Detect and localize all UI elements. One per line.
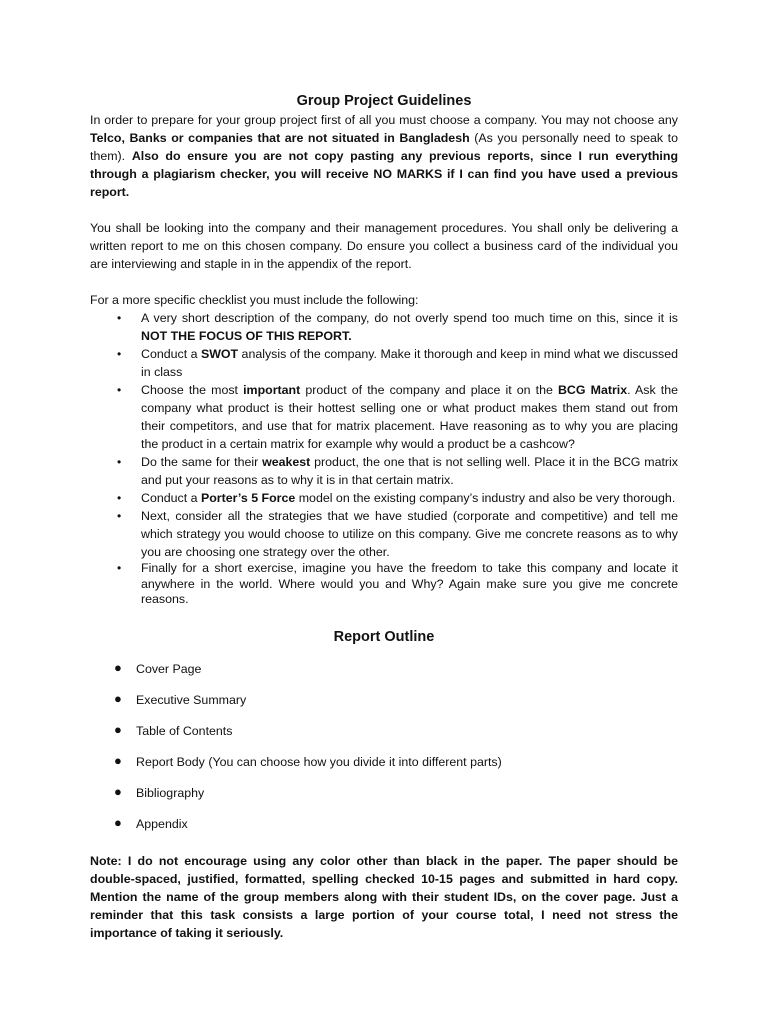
item-bold: SWOT — [200, 347, 239, 361]
list-item — [90, 784, 678, 815]
page-title: Group Project Guidelines — [296, 93, 472, 109]
list-item — [90, 722, 678, 753]
item-bold: weakest — [262, 455, 311, 469]
bullet-icon: ● — [114, 752, 122, 768]
item-text: . Ask the company what product is their hottest selling one or what product makes them stand out from their competitors, and use that for matrix placement. Have reasoning as to why you are placing the product in a certain matrix for example why would a product be a cashcow? — [141, 383, 678, 451]
list-item — [90, 309, 678, 345]
checklist-intro: For a more specific checklist you must include the following: — [90, 293, 419, 307]
intro-text-a: In order to prepare for your group project first of all you must choose a company. You may not choose any — [90, 113, 678, 127]
bullet-icon: • — [117, 347, 122, 361]
report-outline-list — [90, 660, 678, 846]
note-paragraph: Note: I do not encourage using any color other than black in the paper. The paper should be double-spaced, justified, formatted, spelling checked 10-15 pages and submitted in hard copy. Mention the name of the group members along with their student IDs, on the cover page. Just a reminder that this task consists a large portion of your course total, I need not stress the importance of taking it seriously. — [90, 853, 678, 940]
item-text: Do the same for their — [141, 455, 263, 469]
intro-bold-restriction: Telco, Banks or companies that are not situated in Bangladesh — [90, 131, 470, 145]
outline-item-label: Cover Page — [136, 661, 202, 676]
bullet-icon: ● — [114, 721, 122, 737]
item-text: Finally for a short exercise, imagine you have the freedom to take this company and locate it anywhere in the world. Where would you and Why? Again make sure you give me concrete reasons. — [141, 561, 678, 606]
list-item — [90, 345, 678, 381]
bullet-icon: • — [117, 491, 122, 505]
intro-text-b: (As you personally need to speak to them). — [90, 131, 678, 163]
item-text: product, the one that is not selling well. Place it in the BCG matrix and put your reasons as to why it is in that certain matrix. — [141, 455, 678, 487]
bullet-icon: • — [117, 561, 122, 575]
intro-bold-plagiarism: Also do ensure you are not copy pasting any previous reports, since I run everything through a plagiarism checker, you will receive NO MARKS if I can find you have used a previous report. — [90, 149, 679, 199]
bullet-icon: • — [117, 455, 122, 469]
item-bold: important — [243, 383, 301, 397]
bullet-icon: ● — [114, 690, 122, 706]
list-item — [90, 381, 678, 453]
section-title: Report Outline — [333, 628, 435, 645]
bullet-icon: • — [117, 509, 122, 523]
list-item — [90, 453, 678, 489]
outline-item-label: Appendix — [136, 816, 188, 831]
management-paragraph: You shall be looking into the company and their management procedures. You shall only be delivering a written report to me on this chosen company. Do ensure you collect a business card of the individual you are interviewing and staple in in the appendix of the report. — [90, 221, 678, 271]
outline-item-label: Bibliography — [136, 785, 205, 800]
item-text: analysis of the company. Make it thorough and keep in mind what we discussed in class — [141, 347, 678, 379]
spacer — [90, 201, 678, 219]
spacer — [90, 273, 678, 291]
list-item — [90, 691, 678, 722]
item-text: A very short description of the company, do not overly spend too much time on this, since it is — [141, 311, 678, 325]
outline-item-label: Executive Summary — [136, 692, 247, 707]
item-text: Conduct a — [141, 347, 201, 361]
checklist — [90, 309, 678, 608]
list-item — [90, 660, 678, 691]
item-text: Conduct a — [141, 491, 201, 505]
list-item — [90, 561, 678, 608]
item-text: model on the existing company’s industry and also be very thorough. — [295, 491, 676, 505]
bullet-icon: • — [117, 383, 122, 397]
item-text: Choose the most — [141, 383, 244, 397]
list-item — [90, 753, 678, 784]
item-bold: Porter’s 5 Force — [200, 491, 296, 505]
item-text: product of the company and place it on the — [300, 383, 558, 397]
item-bold: BCG Matrix — [557, 383, 628, 397]
outline-item-label: Table of Contents — [136, 723, 233, 738]
list-item — [90, 507, 678, 561]
intro-paragraph — [90, 111, 678, 201]
bullet-icon: ● — [114, 783, 122, 799]
outline-item-label: Report Body (You can choose how you divide it into different parts) — [136, 754, 502, 769]
bullet-icon: ● — [114, 659, 122, 675]
item-text: Next, consider all the strategies that we have studied (corporate and competitive) and tell me which strategy you would choose to utilize on this company. Give me concrete reasons as to why you are choosing one strategy over the other. — [141, 509, 678, 559]
list-item — [90, 815, 678, 846]
bullet-icon: ● — [114, 814, 122, 830]
list-item — [90, 489, 678, 507]
item-bold: NOT THE FOCUS OF THIS REPORT. — [141, 329, 352, 343]
bullet-icon: • — [117, 311, 122, 325]
